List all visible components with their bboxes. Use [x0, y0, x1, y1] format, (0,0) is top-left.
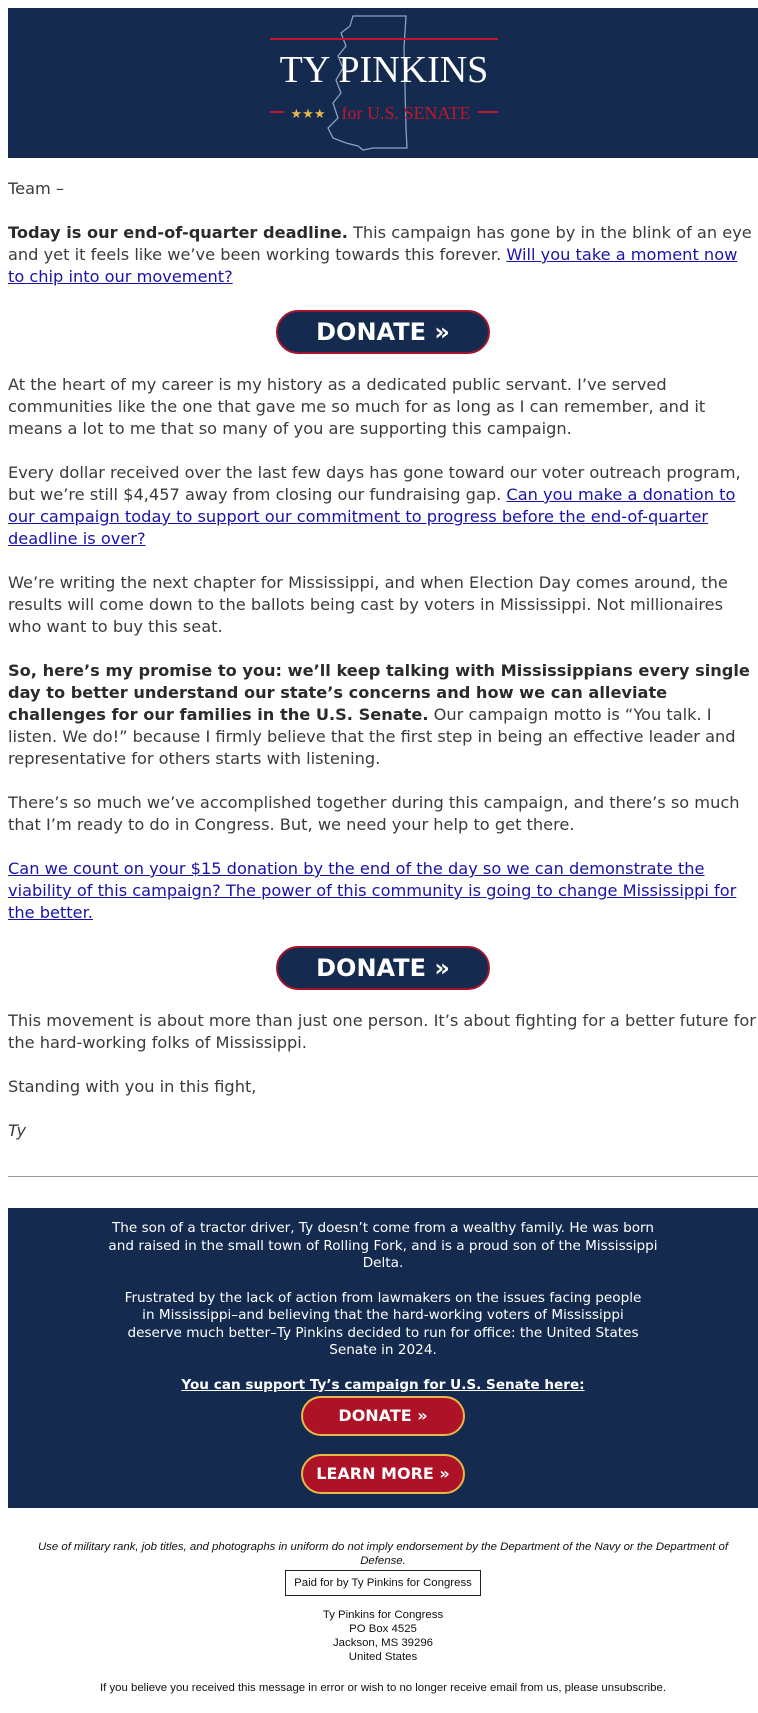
closing-line: Standing with you in this fight, [8, 1077, 257, 1096]
signature: Ty [8, 1121, 27, 1140]
logo-stars: ★★★ [290, 107, 326, 122]
donate-button-2[interactable]: DONATE » [276, 946, 490, 990]
address-line-1: Ty Pinkins for Congress [322, 1609, 444, 1621]
bio-donate-row [8, 1396, 758, 1436]
address-line-2: PO Box 4525 [349, 1623, 417, 1635]
deadline-text: This campaign has gone by in the blink of an eye and yet it feels like we’ve been working towards this forever. [8, 223, 752, 264]
support-link[interactable]: You can support Ty’s campaign for U.S. Senate here: [181, 1376, 585, 1393]
paragraph-fundraising [8, 462, 758, 550]
logo-name: TY PINKINS [279, 49, 489, 91]
learn-more-button[interactable]: LEARN MORE » [301, 1454, 465, 1494]
greeting: Team – [8, 179, 65, 198]
bio-learn-row [8, 1454, 758, 1494]
address-line-4: United States [348, 1651, 418, 1663]
fifteen-dollar-link[interactable]: Can we count on your $15 donation by the end of the day so we can demonstrate the viability of this campaign? The power of this community is going to change Mississippi for the better. [8, 859, 737, 922]
paragraph-deadline [8, 222, 758, 288]
email-body [8, 178, 758, 1142]
paid-for-box: Paid for by Ty Pinkins for Congress [285, 1570, 481, 1596]
paragraph-next-chapter: We’re writing the next chapter for Mississippi, and when Election Day comes around, the results will come down to the ballots being cast by voters in Mississippi. Not millionaires who want to buy this seat. [8, 573, 728, 636]
donate-button-1[interactable]: DONATE » [276, 310, 490, 354]
paid-for-row [8, 1570, 758, 1596]
promise-text: Our campaign motto is “You talk. I listen. We do!” because I firmly believe that the first step in being an effective leader and representative for others starts with listening. [8, 705, 736, 768]
unsubscribe-notice[interactable]: If you believe you received this message in error or wish to no longer receive email from us, please unsubscribe. [99, 1682, 666, 1694]
paragraph-career: At the heart of my career is my history as a dedicated public servant. I’ve served communities like the one that gave me so much for as long as I can remember, and it means a lot to me that so many of you are supporting this campaign. [8, 375, 706, 438]
bio-panel [8, 1208, 758, 1508]
donate-row-1 [8, 310, 758, 354]
bio-paragraph-1: The son of a tractor driver, Ty doesn’t come from a wealthy family. He was born and raised in the small town of Rolling Fork, and is a proud son of the Mississippi Delta. [108, 1220, 658, 1271]
mailing-address [8, 1608, 758, 1664]
campaign-logo [8, 8, 758, 158]
paragraph-count-on-you [8, 858, 758, 924]
deadline-bold: Today is our end-of-quarter deadline. [8, 223, 348, 242]
logo-subtitle: for U.S. SENATE [341, 103, 471, 123]
bio-donate-button[interactable]: DONATE » [301, 1396, 465, 1436]
bio-paragraph-2: Frustrated by the lack of action from lawmakers on the issues facing people in Mississippi–and believing that the hard-working voters of Mississippi deserve much better–Ty Pinkins decided to run for office: the United States Senate in 2024. [124, 1289, 642, 1358]
paragraph-accomplished: There’s so much we’ve accomplished together during this campaign, and there’s so much that I’m ready to do in Congress. But, we need your help to get there. [8, 793, 740, 834]
header-banner [8, 8, 758, 158]
address-line-3: Jackson, MS 39296 [332, 1637, 434, 1649]
promise-bold: So, here’s my promise to you: we’ll keep talking with Mississippians every single day to better understand our state’s concerns and how we can alleviate challenges for our families in the U.S. Senate. [8, 661, 750, 724]
divider [8, 1176, 758, 1177]
chip-in-link[interactable]: Will you take a moment now to chip into our movement? [8, 245, 738, 286]
fundraising-text: Every dollar received over the last few days has gone toward our voter outreach program, but we’re still $4,457 away from closing our fundraising gap. [8, 463, 741, 504]
disclaimer: Use of military rank, job titles, and photographs in uniform do not imply endorsement by the Department of the Navy or the Department of Defense. [37, 1541, 729, 1567]
donation-link[interactable]: Can you make a donation to our campaign today to support our commitment to progress before the end-of-quarter deadline is over? [8, 485, 736, 548]
paragraph-movement: This movement is about more than just one person. It’s about fighting for a better future for the hard-working folks of Mississippi. [8, 1011, 756, 1052]
donate-row-2 [8, 946, 758, 990]
paragraph-promise [8, 660, 758, 770]
